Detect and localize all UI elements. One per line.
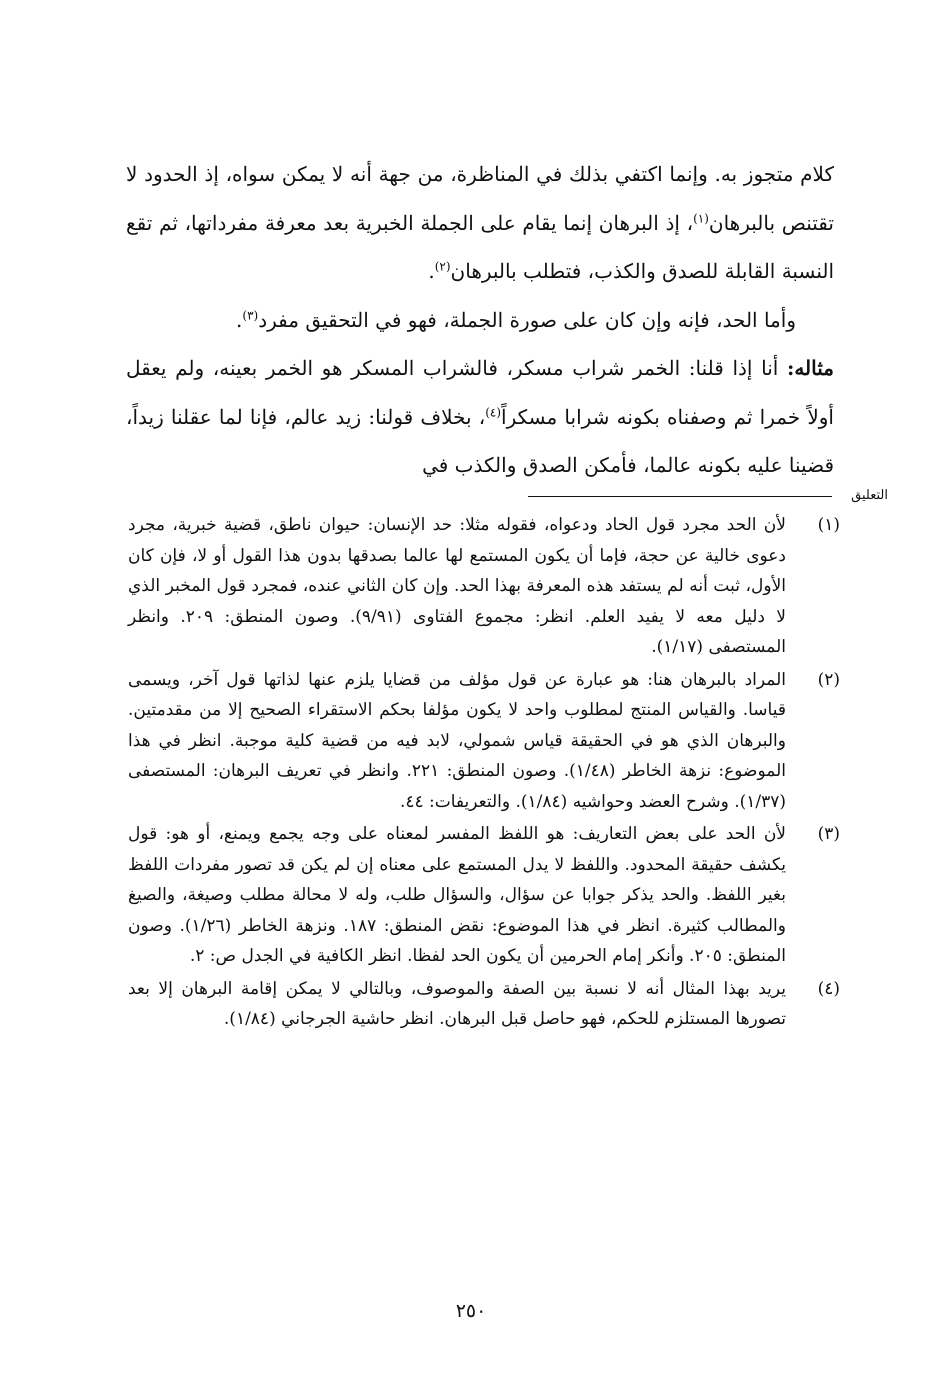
paragraph-2-text-b: . — [236, 307, 243, 332]
paragraph-1 — [126, 150, 834, 296]
footnote-ref-2[interactable]: (٢) — [434, 259, 451, 274]
paragraph-1-text-b: ، إذ البرهان إنما يقام على الجملة الخبرية بعد معرفة مفرداتها، ثم تقع النسبة القابلة للصدق والكذب، فتطلب بالبرهان — [126, 210, 834, 283]
paragraph-1-text: كلام متجوز به. وإنما اكتفي بذلك في المناظرة، من جهة أنه لا يمكن سواه، إذ الحدود لا تقتنص بالبرهان — [126, 162, 834, 235]
footnote-text: لأن الحد مجرد قول الحاد ودعواه، فقوله مثلا: حد الإنسان: حيوان ناطق، قضية خبرية، مجرد دعوى خالية عن حجة، فإما أن يكون المستمع لها عالما بصدقها بدون هذا القول أو لا، فإن كان الأول، ثبت أنه لم يستفد هذه المعرفة بهذا الحد. وإن كان الثاني عنده، فمجرد قول المخبر الذي لا دليل معه لا يفيد العلم. انظر: مجموع الفتاوى (٩/٩١). وصون المنطق: ٢٠٩. وانظر المستصفى (١/١٧). — [128, 515, 787, 657]
paragraph-3-text-b: ، بخلاف قولنا: زيد عالم، فإنا لما عقلنا زيداً، قضينا عليه بكونه عالما، فأمكن الصدق والكذب في — [126, 404, 834, 477]
footnote-text: يريد بهذا المثال أنه لا نسبة بين الصفة والموصوف، وبالتالي لا يمكن إقامة البرهان إلا بعد تصورها المستلزم للحكم، فهو حاصل قبل البرهان. انظر حاشية الجرجاني (١/٨٤). — [128, 978, 786, 1029]
notes-divider — [528, 484, 888, 508]
example-label: مثاله: — [786, 356, 834, 380]
footnote-4 — [128, 974, 840, 1035]
footnote-number: (٣) — [817, 824, 840, 844]
notes-label: التعليق — [851, 488, 888, 503]
paragraph-3 — [126, 344, 834, 490]
footnote-3 — [128, 819, 840, 972]
footnote-ref-4[interactable]: (٤) — [485, 404, 502, 419]
footnote-number: (٢) — [817, 669, 840, 690]
footnote-ref-1[interactable]: (١) — [693, 210, 709, 225]
footnote-number: (١) — [817, 515, 840, 535]
paragraph-2-text: وأما الحد، فإنه وإن كان على صورة الجملة، فهو في التحقيق مفرد — [258, 307, 796, 332]
paragraph-2 — [126, 296, 834, 345]
footnote-1 — [128, 510, 840, 663]
footnote-ref-3[interactable]: (٣) — [242, 307, 259, 322]
paragraph-1-text-c: . — [428, 259, 435, 283]
footnote-text: لأن الحد على بعض التعاريف: هو اللفظ المفسر لمعناه على وجه يجمع ويمنع، أو هو: قول يكشف حقيقة المحدود. واللفظ لا يدل المستمع على معناه إن لم يكن قد تصور مفردات اللفظ بغير اللفظ. والحد يذكر جوابا عن سؤال، والسؤال طلب، وله لا محالة مطلب وصيغة، والصيغ والمطالب كثيرة. انظر في هذا الموضوع: نقض المنطق: ١٨٧. ونزهة الخاطر (١/٢٦). وصون المنطق: ٢٠٥. وأنكر إمام الحرمين أن يكون الحد لفظا. انظر الكافية في الجدل ص: ٢. — [128, 824, 786, 966]
paragraph-3-text: أنا إذا قلنا: الخمر شراب مسكر، فالشراب المسكر هو الخمر بعينه، ولم يعقل أولاً خمرا ثم وصفناه بكونه شرابا مسكراً — [126, 356, 834, 429]
footnote-2 — [128, 665, 840, 818]
page-number: ٢٥٠ — [455, 1300, 487, 1322]
footnotes — [128, 510, 840, 1037]
main-text — [126, 150, 834, 490]
footnote-number: (٤) — [817, 978, 840, 999]
notes-rule — [528, 496, 832, 497]
footnote-text: المراد بالبرهان هنا: هو عبارة عن قول مؤلف من قضايا يلزم عنها لذاتها قول آخر، ويسمى قياسا. والقياس المنتج لمطلوب واحد لا يكون مؤلفا بحكم الاستقراء الصحيح إلا من مقدمتين. والبرهان الذي هو في الحقيقة قياس شمولي، لابد فيه من قضية كلية موجبة. انظر في هذا الموضوع: نزهة الخاطر (١/٤٨). وصون المنطق: ٢٢١. وانظر في تعريف البرهان: المستصفى (١/٣٧). وشرح العضد وحواشيه (١/٨٤). والتعريفات: ٤٤. — [128, 669, 787, 812]
